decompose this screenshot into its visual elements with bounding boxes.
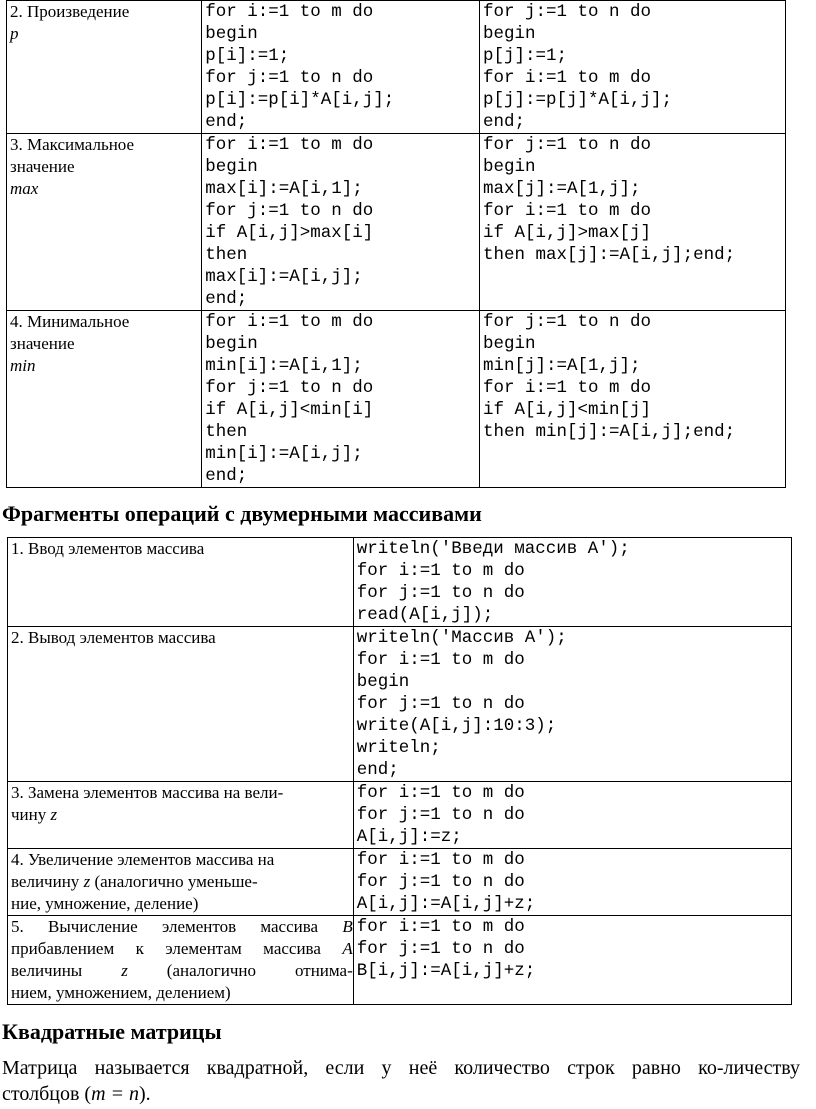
code-block: [357, 538, 791, 626]
description-text: величины: [11, 961, 122, 980]
table-row: [8, 538, 792, 627]
table-row: [8, 849, 792, 916]
fragment-description: [11, 782, 353, 826]
operation-label: 4. Минимальное: [10, 312, 130, 331]
code-line: for i:=1 to m do: [356, 850, 525, 870]
code-by-rows-cell: [202, 1, 480, 134]
aggregate-operations-table: [6, 0, 786, 488]
operation-label: 3. Максимальное: [10, 135, 135, 154]
fragment-description-cell: [8, 916, 354, 1005]
code-line: A[i,j]:=A[i,j]+z;: [356, 894, 536, 914]
code-line: then: [205, 245, 248, 265]
description-line: [11, 804, 353, 826]
definition-paragraph: [2, 1055, 800, 1107]
description-line: 3. Замена элементов массива на вели-: [11, 783, 284, 802]
code-line: max[i]:=A[i,j];: [205, 267, 363, 287]
code-line: for i:=1 to m do: [356, 561, 525, 581]
code-line: for i:=1 to m do: [205, 2, 374, 22]
code-line: then min[j]:=A[i,j];end;: [483, 422, 736, 442]
operation-variable: min: [10, 356, 36, 375]
code-block: [205, 311, 479, 487]
operation-label-cell: [7, 1, 202, 134]
operation-variable: p: [10, 24, 19, 43]
code-line: begin: [205, 334, 258, 354]
code-by-columns-cell: [480, 1, 786, 134]
code-line: for j:=1 to n do: [483, 135, 652, 155]
code-line: writeln('Массив A');: [356, 628, 567, 648]
table-row: [8, 916, 792, 1005]
table-row: [7, 311, 786, 488]
code-line: A[i,j]:=z;: [356, 827, 462, 847]
code-line: for j:=1 to n do: [356, 872, 525, 892]
section-heading-square-matrices: Квадратные матрицы: [2, 1019, 222, 1044]
code-line: min[i]:=A[i,1];: [205, 356, 363, 376]
fragment-code-cell: [353, 627, 791, 782]
description-text: (аналогично уменьше-: [90, 872, 258, 891]
fragment-code-cell: [353, 782, 791, 849]
code-block: [483, 311, 785, 443]
description-text: 5. Вычисление элементов массива: [11, 917, 343, 936]
paragraph-text: столбцов (: [2, 1083, 92, 1105]
description-variable: z: [121, 961, 128, 980]
code-by-columns-cell: [480, 134, 786, 311]
code-line: p[j]:=p[j]*A[i,j];: [483, 90, 673, 110]
description-line: ние, умножение, деление): [11, 894, 199, 913]
code-line: if A[i,j]>max[j]: [483, 223, 652, 243]
section-heading-fragments: Фрагменты операций с двумерными массивами: [2, 501, 482, 526]
code-line: max[i]:=A[i,1];: [205, 179, 363, 199]
code-line: if A[i,j]<min[i]: [205, 400, 374, 420]
fragment-description-cell: [8, 627, 354, 782]
description-line: [11, 938, 353, 960]
code-block: [205, 134, 479, 310]
code-line: for j:=1 to n do: [205, 201, 374, 221]
code-line: begin: [205, 157, 258, 177]
paragraph-line: Матрица называется квадратной, если у неё количество строк равно ко-личеству: [2, 1057, 800, 1079]
description-line: [11, 871, 353, 893]
code-line: end;: [205, 112, 248, 132]
code-line: write(A[i,j]:10:3);: [356, 716, 557, 736]
code-line: end;: [205, 289, 248, 309]
description-text: (аналогично отнима-: [127, 961, 353, 980]
code-block: [483, 1, 785, 133]
code-block: [357, 627, 791, 781]
code-line: begin: [483, 157, 536, 177]
code-line: max[j]:=A[1,j];: [483, 179, 641, 199]
paragraph-text: ).: [139, 1083, 151, 1105]
code-line: for i:=1 to m do: [483, 68, 652, 88]
code-block: [483, 134, 785, 266]
code-by-rows-cell: [202, 311, 480, 488]
code-line: if A[i,j]>max[i]: [205, 223, 374, 243]
fragment-description-cell: [8, 849, 354, 916]
code-line: min[j]:=A[1,j];: [483, 356, 641, 376]
description-variable: A: [342, 939, 353, 958]
operation-label-cell: [7, 311, 202, 488]
fragment-description: [11, 916, 353, 1004]
array-fragments-table: [7, 537, 792, 1005]
code-line: writeln;: [356, 738, 441, 758]
paragraph-line: [2, 1081, 800, 1107]
code-line: for j:=1 to n do: [483, 2, 652, 22]
code-line: end;: [356, 760, 399, 780]
fragment-description-cell: [8, 782, 354, 849]
code-line: begin: [483, 334, 536, 354]
code-block: [357, 916, 791, 982]
code-line: p[i]:=p[i]*A[i,j];: [205, 90, 395, 110]
description-variable: z: [83, 872, 91, 891]
code-line: p[j]:=1;: [483, 46, 568, 66]
code-line: for i:=1 to m do: [205, 312, 374, 332]
code-line: read(A[i,j]);: [356, 605, 494, 625]
fragment-code-cell: [353, 538, 791, 627]
description-text: чину: [11, 805, 51, 824]
description-line: нием, умножением, делением): [11, 983, 231, 1002]
code-block: [357, 849, 791, 915]
operation-variable: max: [10, 179, 39, 198]
formula: m = n: [91, 1083, 140, 1105]
description-text: величину: [11, 872, 84, 891]
code-line: then max[j]:=A[i,j];end;: [483, 245, 736, 265]
code-line: for j:=1 to n do: [356, 583, 525, 603]
code-line: then: [205, 422, 248, 442]
code-by-columns-cell: [480, 311, 786, 488]
operation-label: значение: [10, 157, 75, 176]
operation-label-cell: [7, 134, 202, 311]
code-line: if A[i,j]<min[j]: [483, 400, 652, 420]
code-line: min[i]:=A[i,j];: [205, 444, 363, 464]
fragment-description: 2. Вывод элементов массива: [11, 628, 216, 647]
code-line: for i:=1 to m do: [483, 378, 652, 398]
code-line: for j:=1 to n do: [356, 939, 525, 959]
table-row: [8, 627, 792, 782]
operation-label: значение: [10, 334, 75, 353]
fragment-description-cell: [8, 538, 354, 627]
code-line: for j:=1 to n do: [356, 694, 525, 714]
code-line: for i:=1 to m do: [205, 135, 374, 155]
code-line: for j:=1 to n do: [205, 68, 374, 88]
code-line: writeln('Введи массив A');: [356, 539, 630, 559]
code-line: for i:=1 to m do: [356, 650, 525, 670]
code-line: begin: [205, 24, 258, 44]
table-row: [7, 1, 786, 134]
code-by-rows-cell: [202, 134, 480, 311]
code-block: [357, 782, 791, 848]
code-line: for i:=1 to m do: [483, 201, 652, 221]
description-variable: z: [50, 805, 58, 824]
description-line: [11, 960, 353, 982]
description-line: 4. Увеличение элементов массива на: [11, 850, 275, 869]
description-variable: B: [342, 917, 353, 936]
fragment-code-cell: [353, 916, 791, 1005]
code-line: B[i,j]:=A[i,j]+z;: [356, 961, 536, 981]
code-line: for j:=1 to n do: [205, 378, 374, 398]
code-line: for j:=1 to n do: [356, 805, 525, 825]
description-line: [11, 916, 353, 938]
fragment-description: 1. Ввод элементов массива: [11, 539, 205, 558]
code-line: end;: [483, 112, 526, 132]
table-row: [7, 134, 786, 311]
code-block: [205, 1, 479, 133]
code-line: begin: [356, 672, 410, 692]
description-text: прибавлением к элементам массива: [11, 939, 343, 958]
code-line: end;: [205, 466, 248, 486]
code-line: p[i]:=1;: [205, 46, 290, 66]
code-line: for i:=1 to m do: [356, 917, 525, 937]
fragment-code-cell: [353, 849, 791, 916]
code-line: for i:=1 to m do: [356, 783, 525, 803]
fragment-description: [11, 849, 353, 915]
table-row: [8, 782, 792, 849]
code-line: for j:=1 to n do: [483, 312, 652, 332]
operation-label: 2. Произведение: [10, 2, 130, 21]
code-line: begin: [483, 24, 536, 44]
